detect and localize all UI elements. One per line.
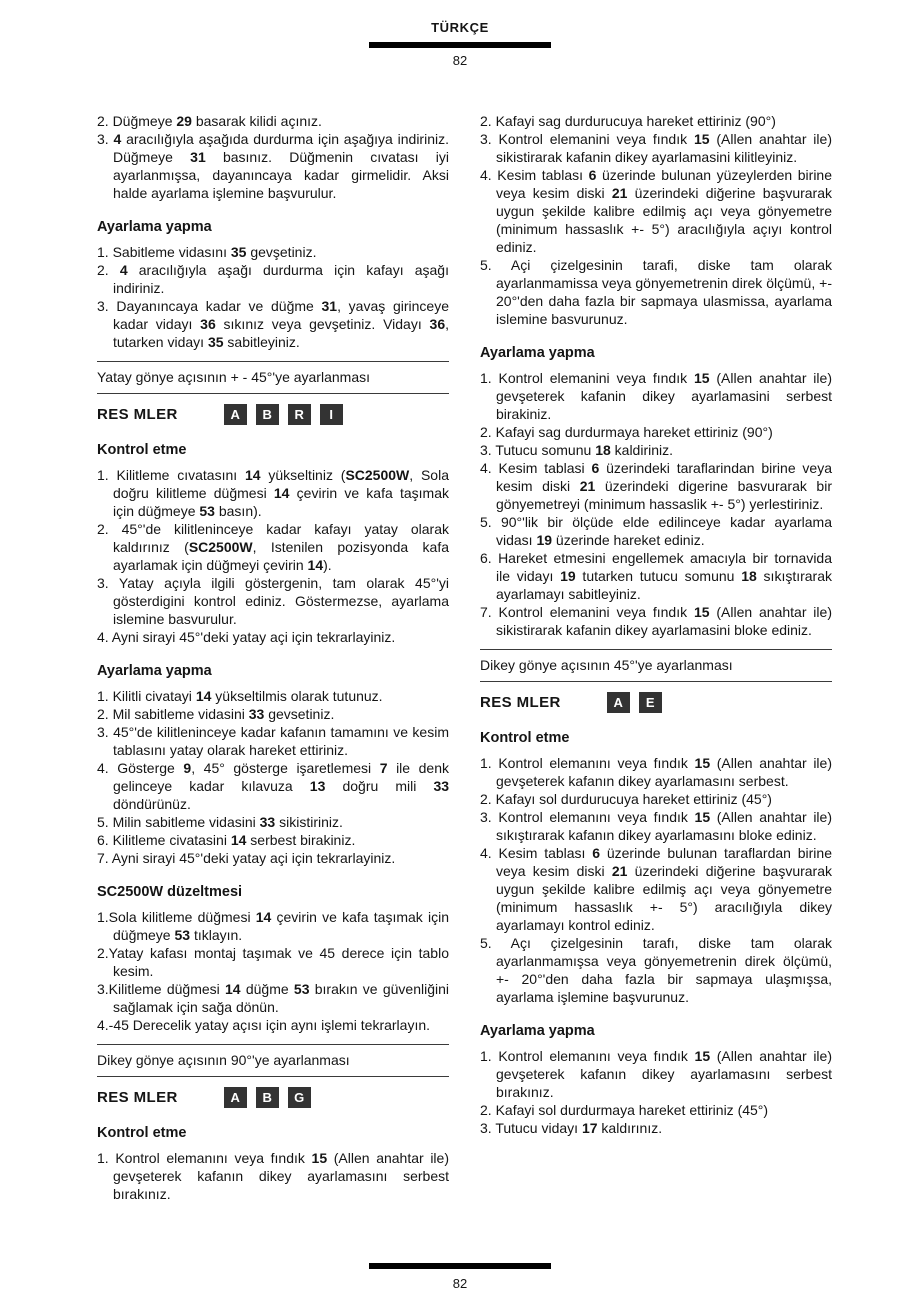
figure-letter-box: A	[224, 1087, 247, 1108]
section-heading: Ayarlama yapma	[97, 663, 212, 679]
figure-letter-box: R	[288, 404, 311, 425]
list-item: 2. Kafayi sag durdurucuya hareket ettiriniz (90°)	[480, 113, 776, 129]
list-item: 1. Kontrol elemanini veya fındık 15 (Allen anahtar ile) gevşeterek kafanin dikey ayarlamasini serbest birakiniz.	[480, 370, 832, 422]
section-heading: Ayarlama yapma	[480, 345, 595, 361]
figure-letter-boxes	[224, 1087, 311, 1108]
numbered-list	[97, 466, 449, 646]
list-item: 4.-45 Derecelik yatay açısı için aynı işlemi tekrarlayın.	[97, 1017, 431, 1033]
figure-letter-box: I	[320, 404, 343, 425]
section-heading: Kontrol etme	[480, 730, 570, 746]
list-item: 7. Ayni sirayi 45°'deki yatay açi için tekrarlayiniz.	[97, 850, 396, 866]
list-item: 3. Dayanıncaya kadar ve düğme 31, yavaş girinceye kadar vidayı 36 sıkınız veya gevşetiniz. Vidayı 36, tutarken vidayı 35 sabitleyiniz.	[97, 298, 449, 350]
list-item: 3. 45°'de kilitleninceye kadar kafanın tamamını ve kesim tablasını yatay olarak hareket ettiriniz.	[97, 724, 449, 758]
column-right	[480, 112, 832, 1137]
list-item: 2.Yatay kafası montaj taşımak ve 45 derece için tablo kesim.	[97, 945, 449, 979]
figures-label: RES MLER	[97, 1088, 178, 1106]
list-item: 6. Kilitleme civatasini 14 serbest birakiniz.	[97, 832, 356, 848]
list-item: 3.Kilitleme düğmesi 14 düğme 53 bırakın ve güvenliğini sağlamak için sağa dönün.	[97, 981, 450, 1015]
page-number-top: 82	[452, 53, 468, 68]
section-heading: Ayarlama yapma	[97, 219, 212, 235]
list-item: 2. Kafayi sol durdurmaya hareket ettiriniz (45°)	[480, 1102, 769, 1118]
list-item: 4. Kesim tablası 6 üzerinde bulunan taraflardan birine veya kesim diski 21 üzerindeki diğerine başvurarak uygun şekilde kalibre edilmiş açı veya gönyemetre (minimum hassaslık +- 5°) aracılığıyla dikey ayarlamayı kontrol ediniz.	[480, 845, 832, 933]
list-item: 2. Düğmeye 29 basarak kilidi açınız.	[97, 113, 322, 129]
list-item: 2. 4 aracılığıyla aşağı durdurma için kafayı aşağı indiriniz.	[97, 262, 449, 296]
list-item: 2. 45°'de kilitleninceye kadar kafayı yatay olarak kaldırınız (SC2500W, Istenilen pozisyonda kafa ayarlamak için düğmeyi çevirin 14).	[97, 521, 449, 573]
list-item: 3. Kontrol elemanını veya fındık 15 (Allen anahtar ile) sıkıştırarak kafanın dikey ayarlamasını bloke ediniz.	[480, 809, 832, 843]
figures-label: RES MLER	[97, 405, 178, 423]
numbered-list	[97, 243, 449, 351]
numbered-list	[97, 1149, 449, 1203]
figure-letter-box: A	[224, 404, 247, 425]
figure-letter-boxes	[224, 404, 343, 425]
list-item: 6. Hareket etmesini engellemek amacıyla bir tornavida ile vidayı 19 tutarken tutucu somunu 18 sıkıştırarak ayarlamayı sabitleyiniz.	[480, 550, 833, 602]
figure-reference-row	[480, 692, 832, 713]
section-heading: SC2500W düzeltmesi	[97, 884, 243, 900]
figure-reference-row	[97, 1087, 449, 1108]
page-number-bottom: 82	[452, 1276, 468, 1291]
figure-letter-box: G	[288, 1087, 311, 1108]
list-item: 1.Sola kilitleme düğmesi 14 çevirin ve kafa taşımak için düğmeye 53 tıklayın.	[97, 909, 449, 943]
figure-letter-box: A	[607, 692, 630, 713]
list-item: 5. Açı çizelgesinin tarafı, diske tam olarak ayarlanmamışsa veya gönyemetrenin direk ölçümü, +- 20°'den daha fazla bir sapmaya ulaşmışsa, ayarlama işlemine başvurunuz.	[480, 935, 832, 1005]
ruled-section-title: Yatay gönye açısının + - 45°'ye ayarlanması	[97, 361, 449, 394]
column-left	[97, 112, 449, 1203]
figure-letter-box: B	[256, 1087, 279, 1108]
figure-letter-box: B	[256, 404, 279, 425]
numbered-list	[97, 908, 449, 1034]
list-item: 1. Sabitleme vidasını 35 gevşetiniz.	[97, 244, 317, 260]
list-item: 1. Kontrol elemanını veya fındık 15 (Allen anahtar ile) gevşeterek kafanın dikey ayarlamasını serbest.	[480, 755, 832, 789]
page-footer	[0, 1263, 920, 1291]
list-item: 4. Gösterge 9, 45° gösterge işaretlemesi 7 ile denk gelinceye kadar kılavuza 13 doğru mili 33 döndürünüz.	[97, 760, 450, 812]
list-item: 4. Ayni sirayi 45°'deki yatay açi için tekrarlayiniz.	[97, 629, 396, 645]
section-heading: Ayarlama yapma	[480, 1023, 595, 1039]
numbered-list	[480, 1047, 832, 1137]
section-heading: Kontrol etme	[97, 442, 187, 458]
numbered-list	[97, 112, 449, 202]
list-item: 3. Kontrol elemanini veya fındık 15 (Allen anahtar ile) sikistirarak kafanin dikey ayarlamasini kilitleyiniz.	[480, 131, 832, 165]
list-item: 2. Kafayi sag durdurmaya hareket ettiriniz (90°)	[480, 424, 773, 440]
list-item: 3. Tutucu vidayı 17 kaldırınız.	[480, 1120, 663, 1136]
numbered-list	[97, 687, 449, 867]
header-rule-bar	[369, 42, 551, 48]
list-item: 1. Kontrol elemanını veya fındık 15 (Allen anahtar ile) gevşeterek kafanın dikey ayarlamasını serbest bırakınız.	[97, 1150, 449, 1202]
list-item: 5. 90°'lik bir ölçüde elde edilinceye kadar ayarlama vidası 19 üzerinde hareket ediniz.	[480, 514, 832, 548]
list-item: 2. Mil sabitleme vidasini 33 gevsetiniz.	[97, 706, 335, 722]
figure-reference-row	[97, 404, 449, 425]
numbered-list	[480, 754, 832, 1006]
list-item: 1. Kontrol elemanını veya fındık 15 (Allen anahtar ile) gevşeterek kafanın dikey ayarlamasını serbest bırakınız.	[480, 1048, 832, 1100]
list-item: 3. 4 aracılığıyla aşağıda durdurma için aşağıya indiriniz. Düğmeye 31 basınız. Düğmenin cıvatası iyi ayarlanmışsa, dayanıncaya kadar girmelidir. Aksi halde ayarlama işlemine başvurulur.	[97, 131, 449, 201]
list-item: 5. Milin sabitleme vidasini 33 sikistiriniz.	[97, 814, 343, 830]
list-item: 3. Yatay açıyla ilgili göstergenin, tam olarak 45°'yi gösterdigini kontrol ediniz. Göstermezse, ayarlama islemine basvurulur.	[97, 575, 449, 627]
list-item: 1. Kilitli civatayi 14 yükseltilmis olarak tutunuz.	[97, 688, 383, 704]
section-heading: Kontrol etme	[97, 1125, 187, 1141]
list-item: 4. Kesim tablası 6 üzerinde bulunan yüzeylerden birine veya kesim diski 21 üzerindeki diğerine başvurarak uygun şekilde kalibre edilmiş açı veya gönyemetre (minimum hassaslık +- 5°) aracılığıyla açıyı kontrol ediniz.	[480, 167, 832, 255]
figure-letter-boxes	[607, 692, 662, 713]
page-header	[0, 20, 920, 68]
numbered-list	[480, 112, 832, 328]
list-item: 2. Kafayı sol durdurucuya hareket ettiriniz (45°)	[480, 791, 772, 807]
footer-rule-bar	[369, 1263, 551, 1269]
ruled-section-title: Dikey gönye açısının 45°'ye ayarlanması	[480, 649, 832, 682]
list-item: 1. Kilitleme cıvatasını 14 yükseltiniz (SC2500W, Sola doğru kilitleme düğmesi 14 çevirin ve kafa taşımak için düğmeye 53 basın).	[97, 467, 449, 519]
figure-letter-box: E	[639, 692, 662, 713]
list-item: 5. Açi çizelgesinin tarafi, diske tam olarak ayarlanmamissa veya gönyemetrenin direk ölçümü, +- 20°'den daha fazla bir sapmaya ulasmissa, ayarlama islemine basvurunuz.	[480, 257, 832, 327]
figures-label: RES MLER	[480, 693, 561, 711]
numbered-list	[480, 369, 832, 639]
language-title: TÜRKÇE	[431, 20, 489, 35]
list-item: 3. Tutucu somunu 18 kaldiriniz.	[480, 442, 674, 458]
list-item: 7. Kontrol elemanini veya fındık 15 (Allen anahtar ile) sikistirarak kafanin dikey ayarlamasini bloke ediniz.	[480, 604, 832, 638]
list-item: 4. Kesim tablasi 6 üzerindeki taraflarindan birine veya kesim diski 21 üzerindeki digerine basvurarak bir gönyemetreyi (minimum hassaslik +- 5°) yerlestiriniz.	[480, 460, 832, 512]
ruled-section-title: Dikey gönye açısının 90°'ye ayarlanması	[97, 1044, 449, 1077]
